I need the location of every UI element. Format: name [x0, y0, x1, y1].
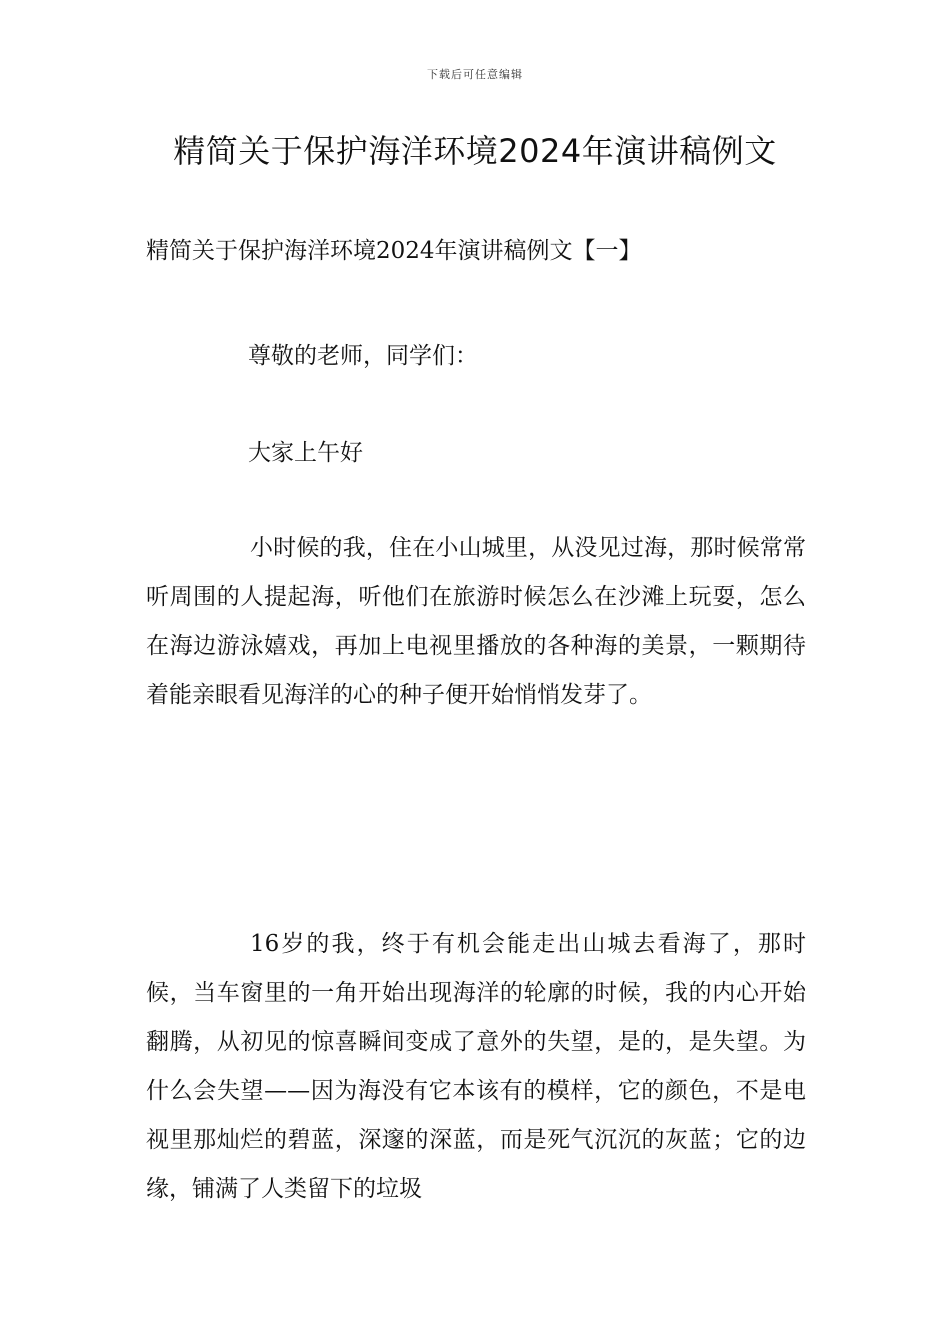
hello-line: 大家上午好: [248, 440, 363, 466]
document-title: 精简关于保护海洋环境2024年演讲稿例文: [173, 132, 777, 170]
greeting-line: 尊敬的老师，同学们：: [248, 343, 478, 369]
paragraph-2: 16岁的我，终于有机会能走出山城去看海了，那时候，当车窗里的一角开始出现海洋的轮廓的时候，我的内心开始翻腾，从初见的惊喜瞬间变成了意外的失望，是的，是失望。为什么会失望——因为海没有它本该有的模样，它的颜色，不是电视里那灿烂的碧蓝，深邃的深蓝，而是死气沉沉的灰蓝；它的边缘，铺满了人类留下的垃圾: [146, 931, 806, 1202]
paragraph-1: 小时候的我，住在小山城里，从没见过海，那时候常常听周围的人提起海，听他们在旅游时候怎么在沙滩上玩耍，怎么在海边游泳嬉戏，再加上电视里播放的各种海的美景，一颗期待着能亲眼看见海洋的心的种子便开始悄悄发芽了。: [146, 535, 806, 708]
header-note: 下载后可任意编辑: [427, 68, 523, 81]
section-title: 精简关于保护海洋环境2024年演讲稿例文【一】: [146, 238, 642, 264]
